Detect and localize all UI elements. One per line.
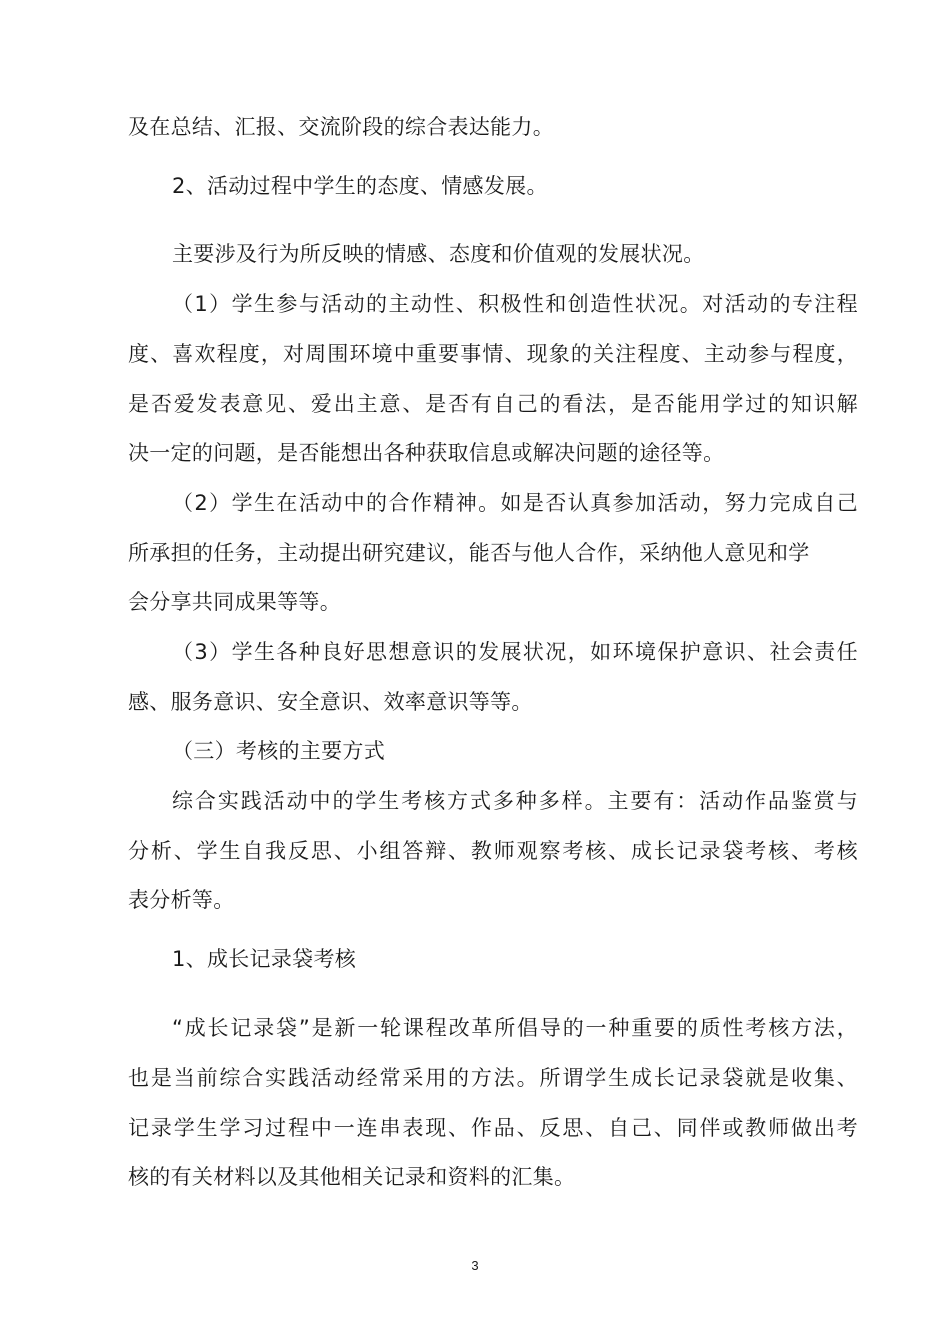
text-line: 及在总结、汇报、交流阶段的综合表达能力。	[128, 115, 554, 139]
text-line: 度、喜欢程度，对周围环境中重要事情、现象的关注程度、主动参与程度，	[128, 342, 858, 366]
text-line: （3）学生各种良好思想意识的发展状况，如环境保护意识、社会责任	[172, 640, 858, 664]
text-line: 决一定的问题，是否能想出各种获取信息或解决问题的途径等。	[128, 441, 725, 465]
page-number: 3	[471, 1258, 479, 1273]
text-line: “成长记录袋”是新一轮课程改革所倡导的一种重要的质性考核方法，	[172, 1016, 858, 1040]
text-line: 会分享共同成果等等。	[128, 590, 341, 614]
text-line: 表分析等。	[128, 888, 235, 912]
text-line: 主要涉及行为所反映的情感、态度和价值观的发展状况。	[172, 242, 705, 266]
section-heading: 1、成长记录袋考核	[172, 947, 357, 971]
text-line: 核的有关材料以及其他相关记录和资料的汇集。	[128, 1165, 576, 1189]
text-line: 综合实践活动中的学生考核方式多种多样。主要有：活动作品鉴赏与	[172, 789, 858, 813]
text-line: 记录学生学习过程中一连串表现、作品、反思、自己、同伴或教师做出考	[128, 1116, 858, 1140]
text-line: 也是当前综合实践活动经常采用的方法。所谓学生成长记录袋就是收集、	[128, 1066, 858, 1090]
section-heading: 2、活动过程中学生的态度、情感发展。	[172, 174, 548, 198]
text-line: 是否爱发表意见、爱出主意、是否有自己的看法，是否能用学过的知识解	[128, 392, 858, 416]
section-heading: （三）考核的主要方式	[172, 739, 385, 763]
text-line: （2）学生在活动中的合作精神。如是否认真参加活动，努力完成自己	[172, 491, 858, 515]
text-line: 分析、学生自我反思、小组答辩、教师观察考核、成长记录袋考核、考核	[128, 839, 858, 863]
text-line: 所承担的任务，主动提出研究建议，能否与他人合作，采纳他人意见和学	[128, 541, 810, 565]
text-line: （1）学生参与活动的主动性、积极性和创造性状况。对活动的专注程	[172, 292, 858, 316]
text-line: 感、服务意识、安全意识、效率意识等等。	[128, 690, 533, 714]
